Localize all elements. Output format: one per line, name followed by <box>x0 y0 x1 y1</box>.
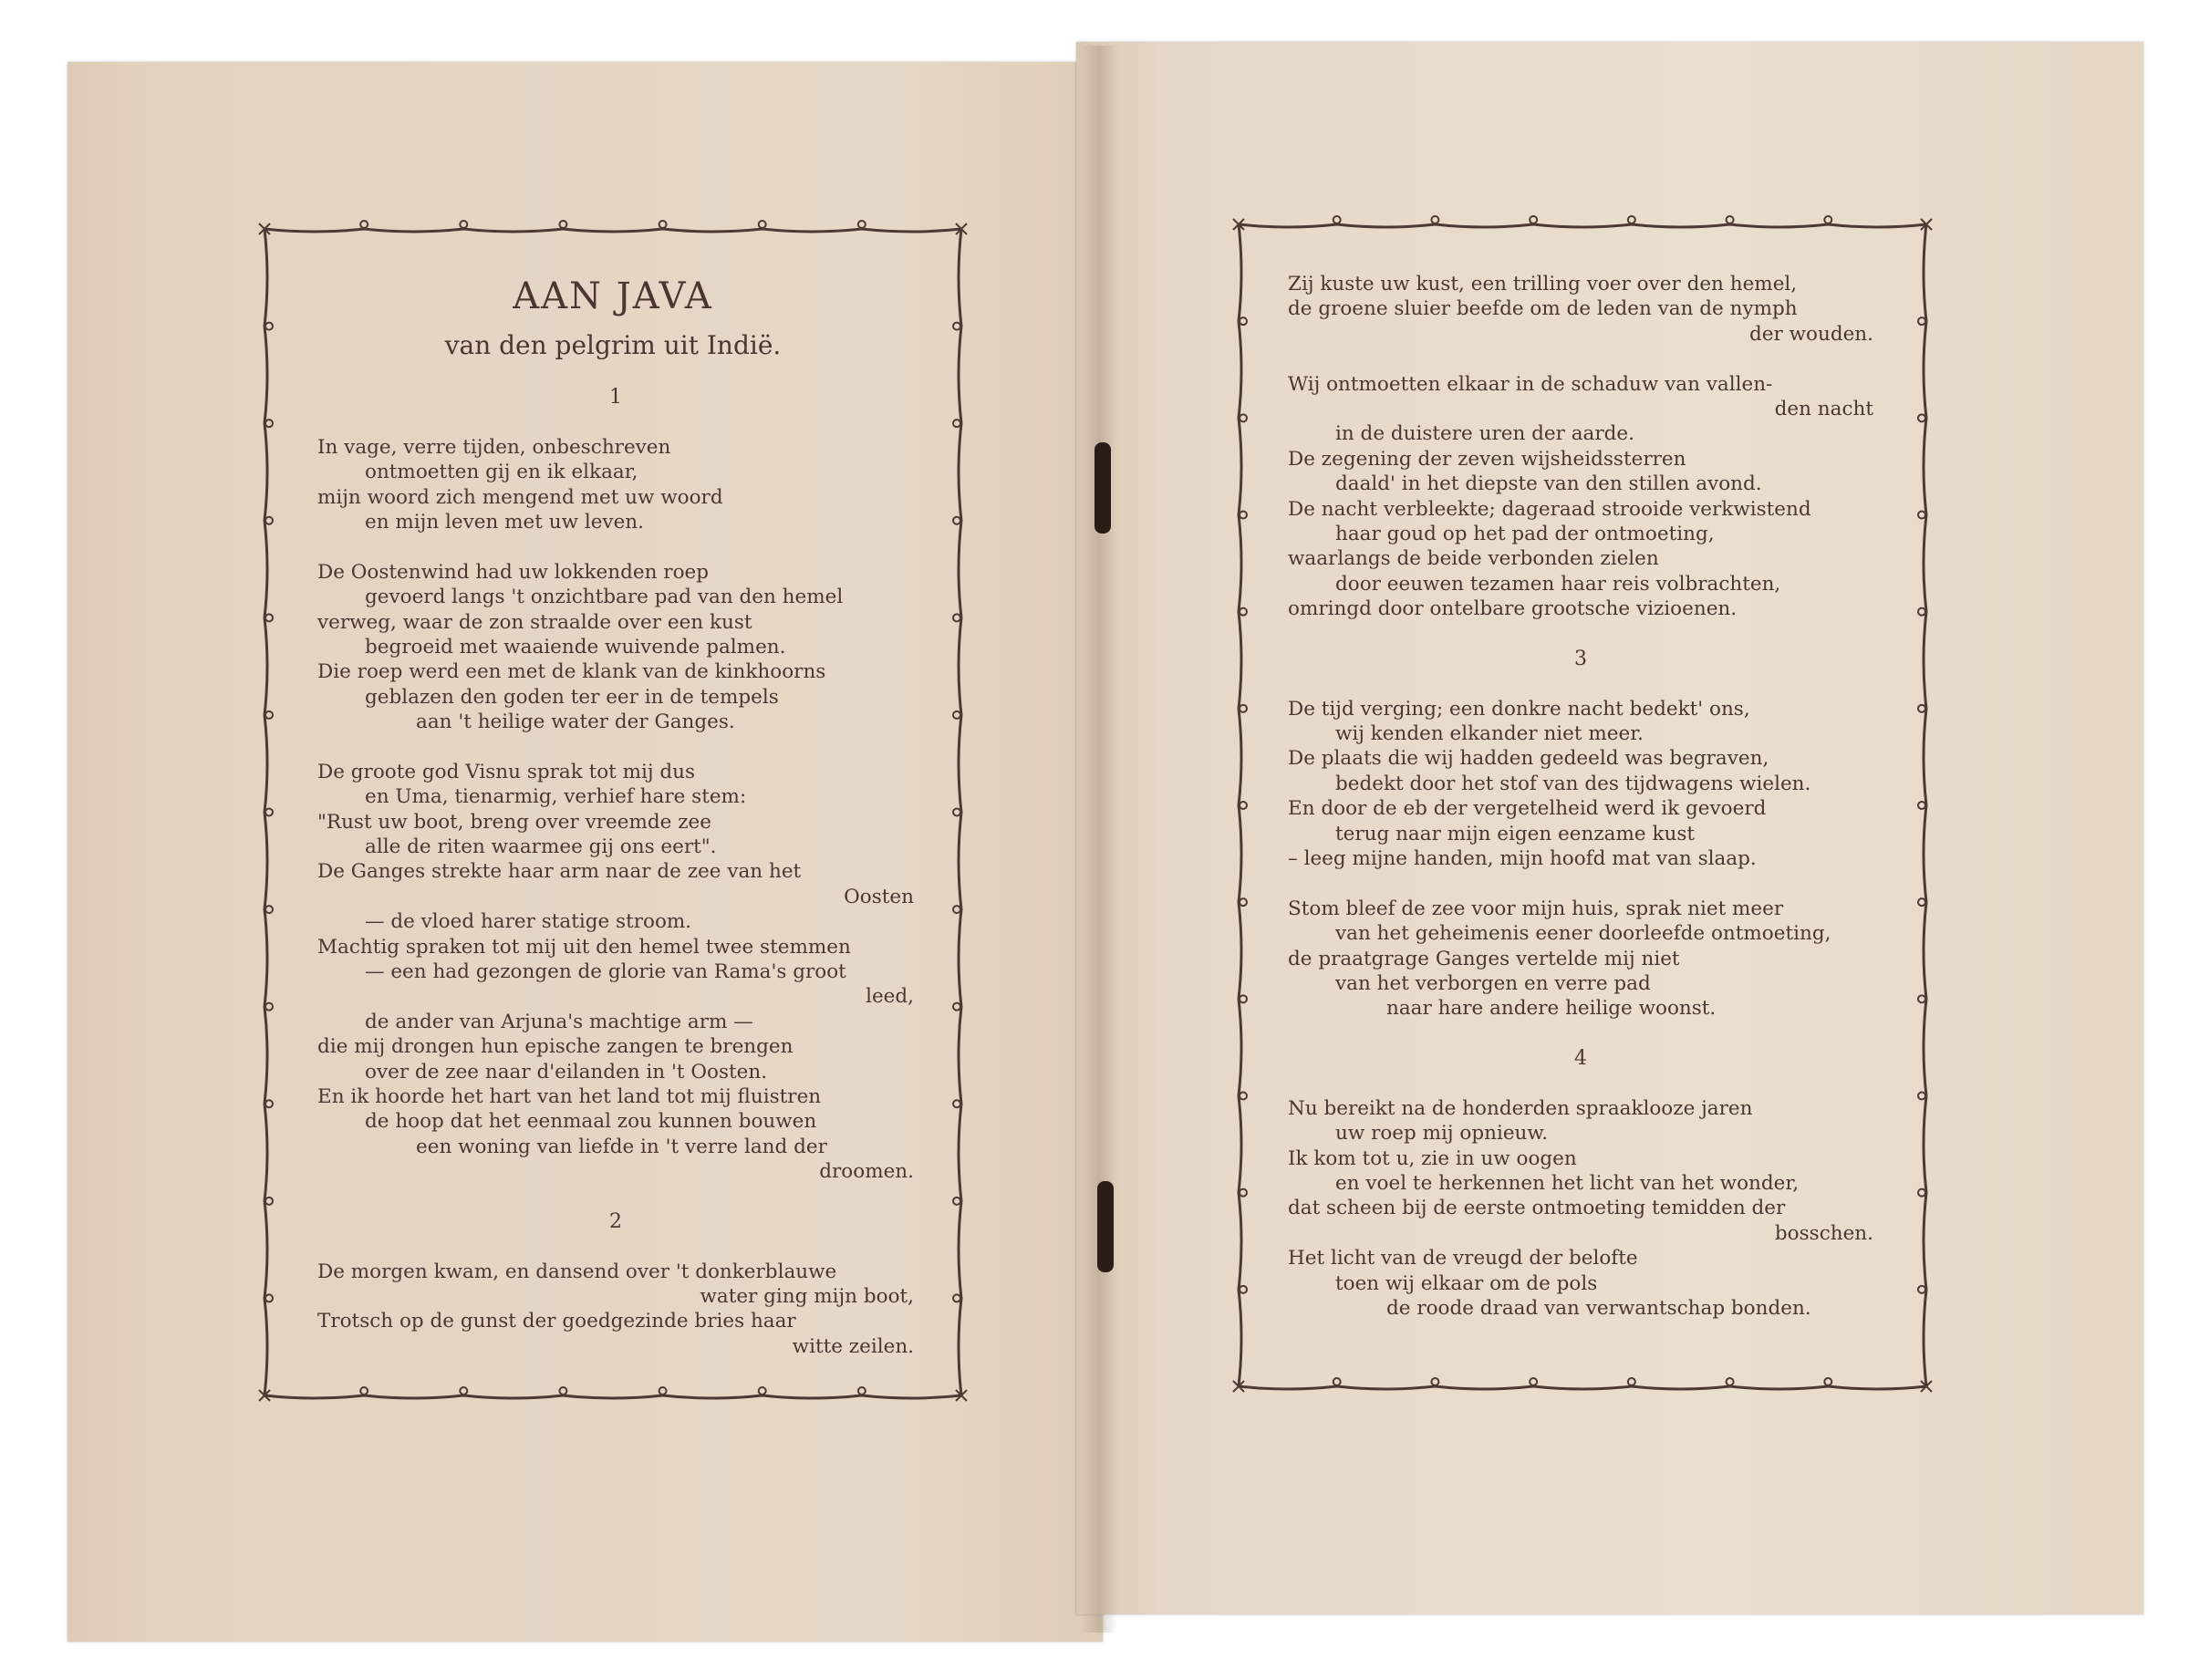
frame-loop-ornament <box>1240 1093 1247 1100</box>
verse-line: de ander van Arjuna's machtige arm — <box>365 1010 753 1033</box>
frame-loop-ornament <box>1918 317 1925 325</box>
frame-loop-ornament <box>265 323 273 330</box>
stanza-break <box>1288 1072 1873 1096</box>
frame-loop-ornament <box>559 1387 566 1395</box>
verse-line: en Uma, tienarmig, verhief hare stem: <box>365 785 747 809</box>
verse-line: Oosten <box>844 885 914 908</box>
verse-line: Die roep werd een met de klank van de kinkhoorns <box>317 660 826 684</box>
verse-line: De Oostenwind had uw lokkenden roep <box>317 560 710 584</box>
verse-line: En door de eb der vergetelheid werd ik gevoerd <box>1288 797 1767 821</box>
verse-line: De tijd verging; een donkre nacht bedekt' ons, <box>1288 697 1750 721</box>
frame-loop-ornament <box>953 323 960 330</box>
stanza-break <box>317 1234 914 1259</box>
verse-line: Stom bleef de zee voor mijn huis, sprak niet meer <box>1288 897 1784 920</box>
verse-line: dat scheen bij de eerste ontmoeting temidden der <box>1288 1197 1786 1220</box>
section-number: 4 <box>1574 1047 1587 1071</box>
frame-loop-ornament <box>953 711 960 719</box>
frame-loop-ornament <box>1240 512 1247 519</box>
frame-loop-ornament <box>659 1387 667 1395</box>
verse-line: geblazen den goden ter eer in de tempels <box>365 685 779 709</box>
frame-loop-ornament <box>1628 1378 1635 1385</box>
frame-loop-ornament <box>1727 216 1734 223</box>
poem-title: AAN JAVA <box>513 275 713 317</box>
verse-line: gevoerd langs 't onzichtbare pad van den hemel <box>365 586 844 609</box>
frame-loop-ornament <box>1918 1093 1925 1100</box>
frame-loop-ornament <box>559 221 566 228</box>
frame-loop-ornament <box>1918 802 1925 809</box>
verse-line: haar goud op het pad der ontmoeting, <box>1335 522 1715 545</box>
frame-top-edge <box>1239 224 1926 227</box>
section-number: 3 <box>1574 647 1587 670</box>
verse-line: De morgen kwam, en dansend over 't donkerblauwe <box>317 1260 837 1283</box>
frame-loop-ornament <box>265 1294 273 1301</box>
verse-line: aan 't heilige water der Ganges. <box>416 710 735 734</box>
frame-loop-ornament <box>265 517 273 524</box>
verse-line: — een had gezongen de glorie van Rama's groot <box>365 959 846 983</box>
frame-loop-ornament <box>360 1387 368 1395</box>
section-number: 1 <box>609 386 622 409</box>
frame-loop-ornament <box>1240 414 1247 421</box>
frame-loop-ornament <box>953 1294 960 1301</box>
frame-loop-ornament <box>953 420 960 427</box>
frame-loop-ornament <box>1918 608 1925 616</box>
verse-line: toen wij elkaar om de pols <box>1335 1271 1598 1295</box>
verse-line: bedekt door het stof van des tijdwagens wielen. <box>1335 772 1811 795</box>
frame-loop-ornament <box>1824 216 1831 223</box>
verse-line: wij kenden elkander niet meer. <box>1335 722 1644 746</box>
verse-line: begroeid met waaiende wuivende palmen. <box>365 635 786 659</box>
frame-loop-ornament <box>360 221 368 228</box>
frame-loop-ornament <box>1240 1286 1247 1293</box>
verse-line: witte zeilen. <box>792 1334 914 1358</box>
left-page-text <box>317 385 914 1359</box>
verse-line: leed, <box>866 985 914 1009</box>
frame-loop-ornament <box>1240 898 1247 906</box>
frame-loop-ornament <box>1918 995 1925 1002</box>
verse-line: De Ganges strekte haar arm naar de zee van het <box>317 860 802 884</box>
frame-loop-ornament <box>1530 1378 1537 1385</box>
frame-loop-ornament <box>1918 898 1925 906</box>
frame-loop-ornament <box>1628 216 1635 223</box>
frame-loop-ornament <box>1727 1378 1734 1385</box>
frame-loop-ornament <box>265 614 273 621</box>
verse-line: — de vloed harer statige stroom. <box>365 910 692 934</box>
verse-line: water ging mijn boot, <box>700 1285 914 1309</box>
frame-bottom-edge <box>1239 1386 1926 1389</box>
frame-loop-ornament <box>1240 705 1247 712</box>
verse-line: daald' in het diepste van den stillen avond. <box>1335 472 1762 496</box>
frame-loop-ornament <box>265 1198 273 1205</box>
verse-line: De groote god Visnu sprak tot mij dus <box>317 760 696 783</box>
verse-line: van het geheimenis eener doorleefde ontmoeting, <box>1335 922 1831 946</box>
frame-loop-ornament <box>265 711 273 719</box>
frame-loop-ornament <box>953 517 960 524</box>
verse-line: die mij drongen hun epische zangen te brengen <box>317 1035 794 1059</box>
verse-line: Het licht van de vreugd der belofte <box>1288 1247 1638 1270</box>
verse-line: verweg, waar de zon straalde over een kust <box>317 610 752 634</box>
verse-line: waarlangs de beide verbonden zielen <box>1288 547 1659 571</box>
verse-line: uw roep mij opnieuw. <box>1335 1122 1549 1146</box>
verse-line: – leeg mijne handen, mijn hoofd mat van slaap. <box>1288 846 1757 870</box>
verse-line: door eeuwen tezamen haar reis volbrachten, <box>1335 572 1781 596</box>
verse-line: Zij kuste uw kust, een trilling voer over den hemel, <box>1288 273 1798 296</box>
frame-loop-ornament <box>953 614 960 621</box>
frame-loop-ornament <box>759 1387 766 1395</box>
verse-line: In vage, verre tijden, onbeschreven <box>317 435 671 459</box>
verse-line: omringd door ontelbare grootsche vizioenen. <box>1288 597 1738 621</box>
verse-line: van het verborgen en verre pad <box>1335 971 1651 995</box>
verse-line: En ik hoorde het hart van het land tot mij fluistren <box>317 1084 822 1108</box>
verse-line: De plaats die wij hadden gedeeld was begraven, <box>1288 747 1769 771</box>
stanza-break <box>1288 871 1873 896</box>
right-page-text <box>1288 272 1873 1321</box>
verse-line: naar hare andere heilige woonst. <box>1386 997 1717 1021</box>
binding-staple-bottom <box>1097 1181 1114 1272</box>
frame-loop-ornament <box>1431 1378 1438 1385</box>
verse-line: en mijn leven met uw leven. <box>365 510 644 534</box>
stanza-break <box>317 734 914 759</box>
verse-line: bosschen. <box>1774 1221 1873 1245</box>
frame-loop-ornament <box>1240 1189 1247 1197</box>
frame-loop-ornament <box>953 906 960 913</box>
verse-line: Wij ontmoetten elkaar in de schaduw van vallen- <box>1288 372 1773 396</box>
verse-line: Ik kom tot u, zie in uw oogen <box>1288 1146 1577 1170</box>
frame-loop-ornament <box>659 221 667 228</box>
frame-loop-ornament <box>1918 512 1925 519</box>
frame-loop-ornament <box>1240 317 1247 325</box>
section-number: 2 <box>609 1209 622 1233</box>
frame-loop-ornament <box>265 1003 273 1011</box>
stanza-break <box>1288 1021 1873 1046</box>
frame-loop-ornament <box>1240 995 1247 1002</box>
stanza-break <box>317 534 914 559</box>
verse-line: de roode draad van verwantschap bonden. <box>1386 1297 1811 1321</box>
frame-loop-ornament <box>953 1003 960 1011</box>
frame-loop-ornament <box>858 1387 866 1395</box>
frame-loop-ornament <box>953 809 960 816</box>
verse-line: en voel te herkennen het licht van het wonder, <box>1335 1172 1800 1196</box>
frame-loop-ornament <box>265 1100 273 1107</box>
frame-loop-ornament <box>1918 705 1925 712</box>
frame-loop-ornament <box>759 221 766 228</box>
frame-loop-ornament <box>953 1198 960 1205</box>
stanza-break <box>1288 621 1873 646</box>
verse-line: de groene sluier beefde om de leden van de nymph <box>1288 297 1798 321</box>
frame-loop-ornament <box>460 1387 467 1395</box>
binding-staple-top <box>1094 442 1111 534</box>
frame-loop-ornament <box>265 809 273 816</box>
frame-loop-ornament <box>858 221 866 228</box>
verse-line: in de duistere uren der aarde. <box>1335 422 1634 446</box>
frame-loop-ornament <box>1333 216 1341 223</box>
verse-line: alle de riten waarmee gij ons eert". <box>365 835 717 859</box>
frame-loop-ornament <box>1918 414 1925 421</box>
verse-line: Nu bereikt na de honderden spraaklooze jaren <box>1288 1096 1753 1120</box>
frame-bottom-edge <box>265 1395 961 1398</box>
verse-line: De nacht verbleekte; dageraad strooide verkwistend <box>1288 497 1811 521</box>
verse-line: "Rust uw boot, breng over vreemde zee <box>317 810 711 834</box>
verse-line: mijn woord zich mengend met uw woord <box>317 485 723 509</box>
frame-loop-ornament <box>1918 1286 1925 1293</box>
verse-line: der wouden. <box>1749 322 1873 346</box>
verse-line: een woning van liefde in 't verre land der <box>416 1135 827 1158</box>
stanza-break <box>317 410 914 434</box>
stanza-break <box>1288 347 1873 371</box>
verse-line: den nacht <box>1774 397 1873 420</box>
frame-top-edge <box>265 229 961 232</box>
frame-loop-ornament <box>460 221 467 228</box>
frame-loop-ornament <box>953 1100 960 1107</box>
frame-loop-ornament <box>1240 802 1247 809</box>
verse-line: De zegening der zeven wijsheidssterren <box>1288 447 1686 471</box>
verse-line: droomen. <box>819 1160 914 1184</box>
frame-loop-ornament <box>1918 1189 1925 1197</box>
verse-line: over de zee naar d'eilanden in 't Oosten. <box>365 1060 768 1084</box>
verse-line: terug naar mijn eigen eenzame kust <box>1335 822 1695 845</box>
verse-line: de hoop dat het eenmaal zou kunnen bouwen <box>365 1110 817 1134</box>
verse-line: ontmoetten gij en ik elkaar, <box>365 461 638 484</box>
stanza-break <box>317 1185 914 1209</box>
verse-line: de praatgrage Ganges vertelde mij niet <box>1288 947 1680 970</box>
stanza-break <box>1288 671 1873 696</box>
frame-loop-ornament <box>1824 1378 1831 1385</box>
frame-loop-ornament <box>1431 216 1438 223</box>
frame-loop-ornament <box>1530 216 1537 223</box>
frame-loop-ornament <box>265 906 273 913</box>
frame-loop-ornament <box>1240 608 1247 616</box>
poem-subtitle: van den pelgrim uit Indië. <box>444 330 782 360</box>
verse-line: Machtig spraken tot mij uit den hemel twee stemmen <box>317 935 851 959</box>
book-spine-fold <box>1081 46 1117 1633</box>
verse-line: Trotsch op de gunst der goedgezinde bries haar <box>317 1310 796 1333</box>
frame-loop-ornament <box>1333 1378 1341 1385</box>
frame-loop-ornament <box>265 420 273 427</box>
